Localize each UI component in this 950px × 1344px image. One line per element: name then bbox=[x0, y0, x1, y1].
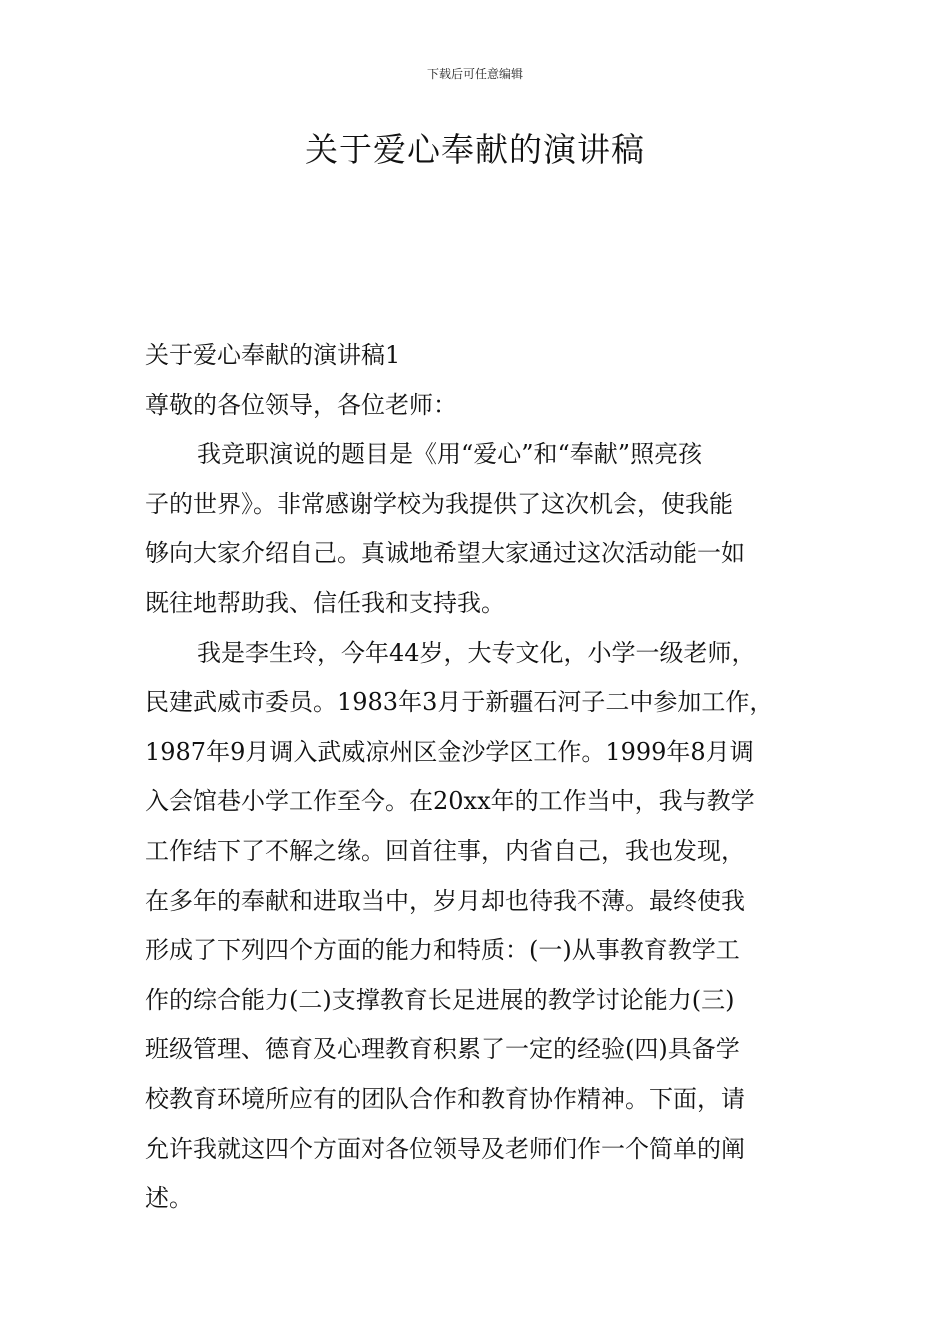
paragraph-line: 校教育环境所应有的团队合作和教育协作精神。下面，请 bbox=[145, 1084, 745, 1113]
paragraph-line: 在多年的奉献和进取当中，岁月却也待我不薄。最终使我 bbox=[145, 886, 745, 915]
salutation: 尊敬的各位领导，各位老师： bbox=[145, 390, 457, 419]
paragraph-line: 我是李生玲，今年44岁，大专文化，小学一级老师， bbox=[197, 638, 756, 667]
paragraph-line: 工作结下了不解之缘。回首往事，内省自己，我也发现， bbox=[145, 836, 745, 865]
document-title: 关于爱心奉献的演讲稿 bbox=[305, 130, 645, 169]
paragraph-line: 够向大家介绍自己。真诚地希望大家通过这次活动能一如 bbox=[145, 539, 745, 568]
header-note: 下载后可任意编辑 bbox=[426, 67, 523, 81]
paragraph-line: 作的综合能力(二)支撑教育长足进展的教学讨论能力(三) bbox=[145, 985, 735, 1014]
document-body bbox=[145, 331, 807, 1224]
paragraph-1 bbox=[145, 430, 807, 628]
paragraph-line: 民建武威市委员。1983年3月于新疆石河子二中参加工作， bbox=[145, 688, 774, 717]
paragraph-line: 1987年9月调入武威凉州区金沙学区工作。1999年8月调 bbox=[145, 737, 754, 766]
paragraph-line: 允许我就这四个方面对各位领导及老师们作一个简单的阐 bbox=[145, 1134, 745, 1163]
paragraph-line: 班级管理、德育及心理教育积累了一定的经验(四)具备学 bbox=[145, 1035, 740, 1064]
paragraph-line: 入会馆巷小学工作至今。在20xx年的工作当中，我与教学 bbox=[145, 787, 755, 816]
paragraph-line: 既往地帮助我、信任我和支持我。 bbox=[145, 588, 505, 617]
paragraph-line: 述。 bbox=[145, 1184, 193, 1213]
section-heading: 关于爱心奉献的演讲稿1 bbox=[145, 341, 401, 369]
paragraph-line: 形成了下列四个方面的能力和特质：(一)从事教育教学工 bbox=[145, 936, 740, 965]
paragraph-line: 我竞职演说的题目是《用“爱心”和“奉献”照亮孩 bbox=[197, 440, 703, 469]
paragraph-2 bbox=[145, 629, 807, 1224]
paragraph-line: 子的世界》。非常感谢学校为我提供了这次机会，使我能 bbox=[145, 489, 733, 518]
